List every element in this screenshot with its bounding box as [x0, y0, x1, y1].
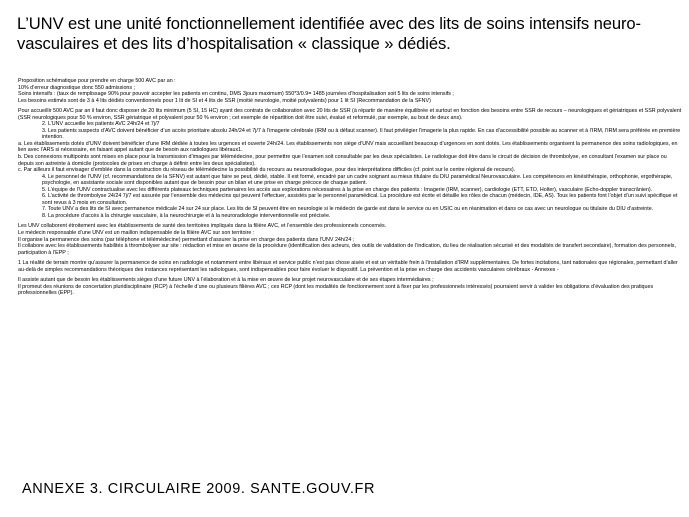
paragraph: Il promeut des réunions de concertation pluridisciplinaire (RCP) à l’échelle d’une ou plusieurs filières AVC ; ces RCP (dont les modalités de fonctionnement sont à fixer par les professionnels intéressés) pourraient servir à valider les obligations d’évaluation des pratiques professionnelles (EPP). [18, 283, 654, 297]
paragraph: 2. L’UNV accueille les patients AVC 24h/24 et 7j/7 [42, 121, 160, 128]
paragraph: 7. Toute UNV a des lits de SI avec permanence médicale 24 sur 24 sur place. Les lits de SI peuvent être en neurologie si le médecin de garde est dans le service ou en USIC ou en réanimation et dans ce cas avec un neurologue ou titulaire du DIU d’astreinte. [42, 206, 654, 213]
paragraph: Les besoins estimés sont de 3 à 4 lits dédiés conventionnels pour 1 lit de SI et 4 lits de SSR (moitié neurologie, moitié polyvalents) pour 1 lit SI (Recommandation de la SFNV) [18, 97, 431, 104]
slide-title: L’UNV est une unité fonctionnellement identifiée avec des lits de soins intensifs neuro-vasculaires et des lits d’hospitalisation « classique » dédiés. [17, 14, 641, 53]
paragraph: Il collabore avec les établissements habilités à thrombolyser sur site : rédaction et mise en œuvre de la procédure (identification des acteurs, des outils de validation de l’indication, du lieu de réalisation sécurisé et des modalités de transfert secondaire), formation des personnels, participation à l’EPP ; [18, 243, 676, 256]
paragraph: c. Par ailleurs il faut envisager d’emblée dans la construction du réseau de télémédecine la possibilité du recours au neuroradiologue, pour des interprétations difficiles (cf. point sur le centre régional de recours). [18, 167, 516, 174]
paragraph: Les UNV collaborent étroitement avec les établissements de santé des territoires impliqués dans la filière AVC, et l’ensemble des professionnels concernés. [18, 223, 387, 230]
paragraph: Proposition schématique pour prendre en charge 500 AVC par an : [18, 78, 176, 84]
paragraph: Il organise la permanence des soins (par téléphone et télémédecine) permettant d’assurer la prise en charge des patients dans l’UNV 24h/24 ; [18, 236, 355, 243]
paragraph: Soins intensifs : (taux de remplissage 90% pour pouvoir accepter les patients en continu, DMS 3jours maximum) 550*3/0.9= 1485 journées d’hospitalisation soit 5 lits de soins intensifs ; [18, 91, 454, 98]
paragraph: b. Des connexions multipoints sont mises en place pour la transmission d’images par télémédecine, pour permettre que l’examen soit consultable par les deux spécialistes. Le radiologue doit être dans le circuit de décision de thrombolyse, en consultant l’examen sur place ou depuis son astreinte à domicile (protocoles de prises en charge à définir entre les deux spécialistes). [18, 154, 667, 167]
slide-body [18, 78, 682, 297]
paragraph: 6. L’activité de thrombolyse 24/24 7j/7 est assurée par l’ensemble des médecins qui peuvent l’effectuer, assistés par le personnel paramédical. La procédure est écrite et détaille les rôles de chacun (médecin, IDE, AS). Tous les patients font l’objet d’un suivi spécifique et sont revus à 3 mois en consultation. [42, 193, 678, 206]
slide-footer: ANNEXE 3. CIRCULAIRE 2009. SANTE.GOUV.FR [22, 481, 376, 497]
paragraph: Le médecin responsable d’une UNV est un maillon indispensable de la filière AVC sur son territoire : [18, 230, 255, 237]
paragraph: 5. L’équipe de l’UNV contractualise avec les différents plateaux techniques partenaires les accès aux explorations nécessaires à la prise en charge des patients : Imagerie (IRM, scanner), cardiologie (ETT, ETO, Holter), vasculaire (Echo-doppler transcrânien). [42, 186, 653, 193]
paragraph: 3. Les patients suspects d’AVC doivent bénéficier d’un accès prioritaire absolu 24h/24 et 7j/7 à l’imagerie cérébrale (IRM ou à défaut scanner). Il faut privilégier l’imagerie la plus rapide. En cas d’accessibilité possible au scanner et à l’IRM, l’IRM sera préférée en première intention. [42, 127, 681, 141]
paragraph: 10% d’erreur diagnostique donc 550 admissions ; [18, 84, 136, 91]
paragraph: Pour accueillir 500 AVC par an il faut donc disposer de 20 lits minimum (5 SI, 15 HC) ayant des contrats de collaboration avec 20 lits de SSR (à répartir de manière équilibrée et surtout en fonction des besoins entre SSR de recours – neurologiques et gériatriques et SSR polyvalent (SSR neurologiques pour 50 % environ, SSR gériatrique et polyvalent pour 50 % environ ; cet exemple de répartition doit être suivi, évalué et reformulé, par exemple, au bout de deux ans). [18, 108, 682, 121]
paragraph: Il assiste autant que de besoin les établissements sièges d’une future UNV à l’élaboration et à la mise en œuvre de leur projet neurovasculaire et de ses étapes intermédiaires ; [18, 277, 434, 284]
paragraph: 4. Le personnel de l’UNV (cf. recommandations de la SFNV) est autant que faire se peut, dédié, stable. Il est formé, encadré par un cadre soignant au mieux titulaire du DIU paramédical Neurovasculaire. Les compétences en kinésithérapie, orthophonie, ergothérapie, psychologie, en assistante sociale sont disponibles autant que de besoin pour un bilan et une prise en charge précoce de chaque patient. [42, 173, 673, 187]
paragraph: a. Les établissements dotés d’UNV doivent bénéficier d’une IRM dédiée à toutes les urgences et ouverte 24h/24. Les établissements non siège d’UNV mais accueillant beaucoup d’urgences en sont dotés. Les établissements organisent la permanence des soins radiologiques, en lien avec l’ARS si nécessaire, en faisant appel autant que de besoin aux radiologues libéraux1. [18, 140, 678, 154]
paragraph: 8. La procédure d’accès à la chirurgie vasculaire, à la neurochirurgie et à la neuroradiologie interventionnelle est précisée. [42, 212, 331, 219]
footnote: 1 La réalité de terrain montre qu’assurer la permanence de soins en radiologie et notamment entre libéraux et service public n’est pas chose aisée et est un véritable frein à l’installation d’IRM supplémentaires. De fortes incitations, tant nationales que régionales, permettant d’aller au-delà de simples recommandations théoriques des instances représentant les radiologues, sont indispensables pour faire évoluer le dispositif. La prévention et la prise en charge des accidents vasculaires cérébraux - Annexes - [18, 260, 678, 273]
